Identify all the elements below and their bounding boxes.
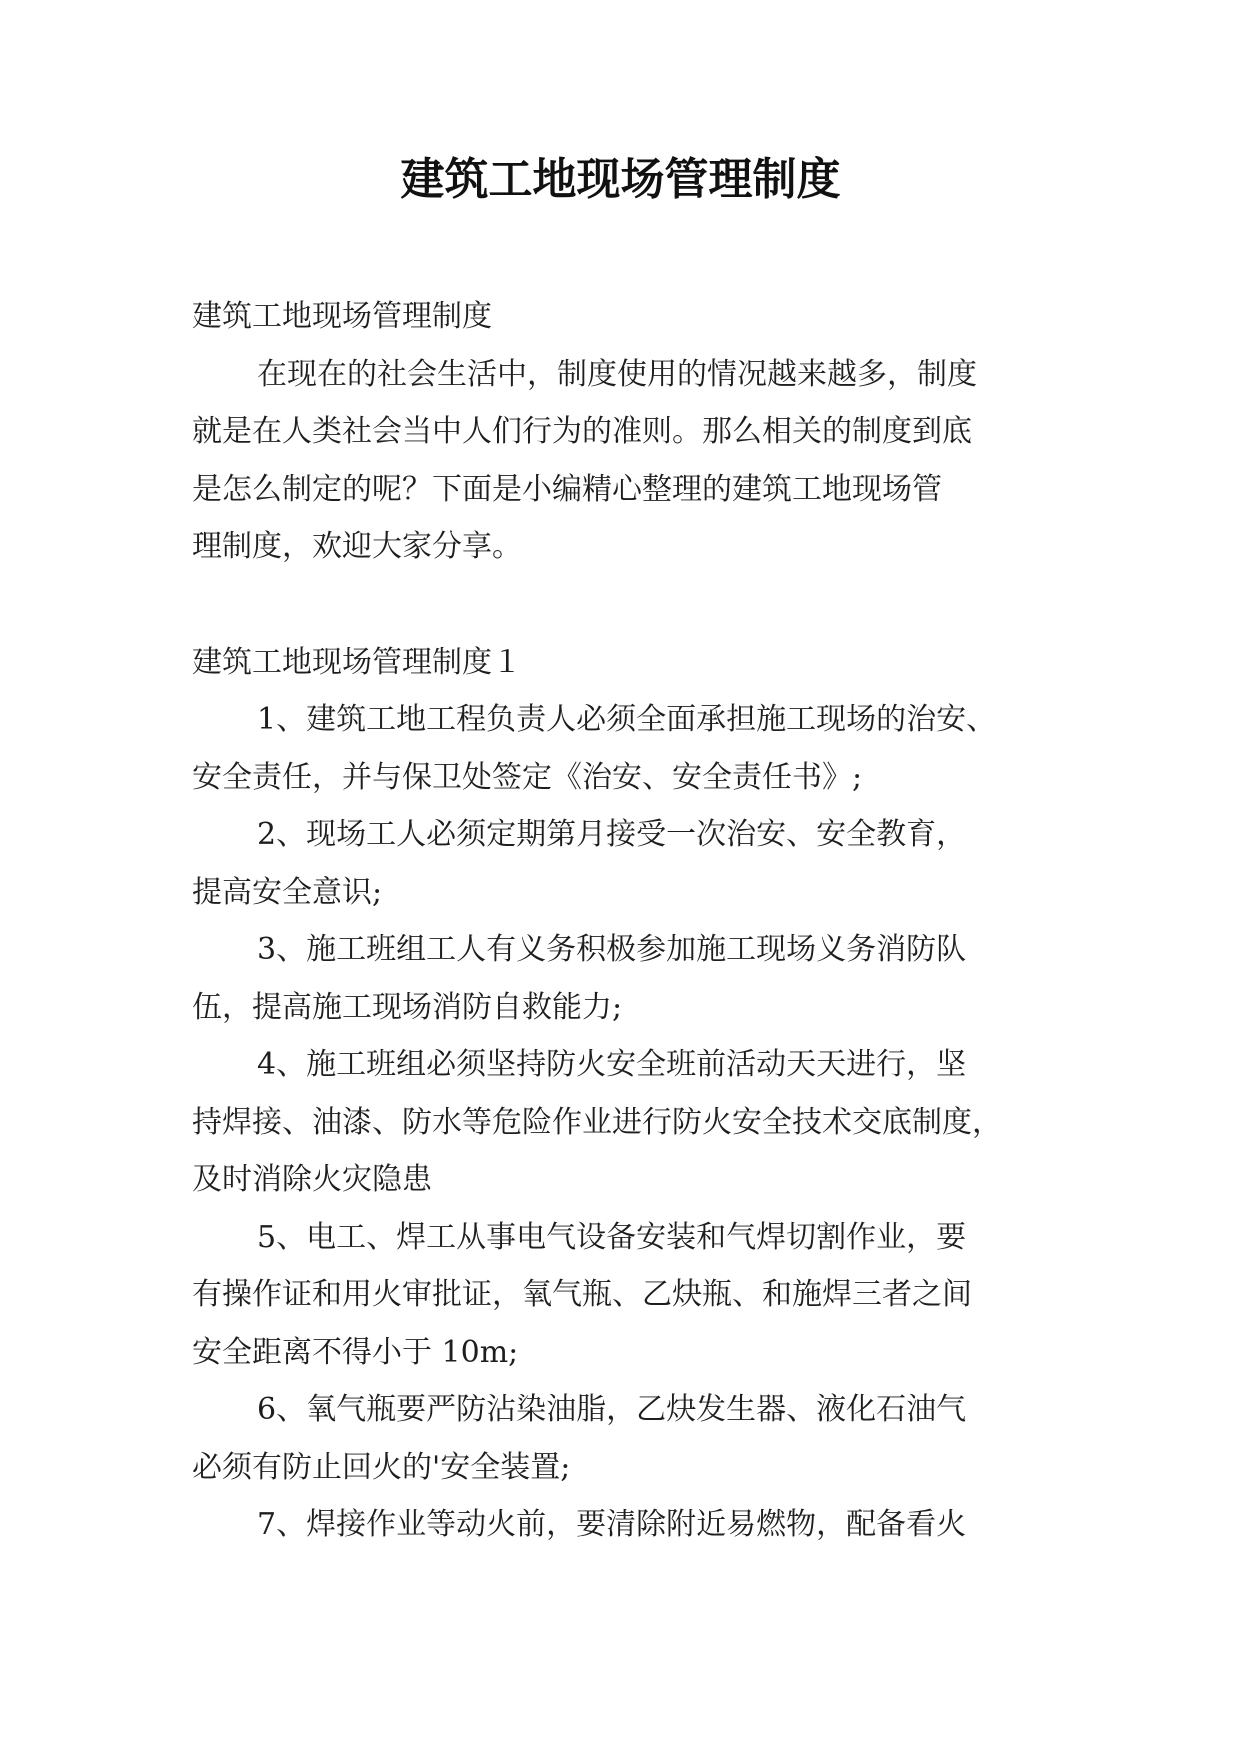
intro-line: 在现在的社会生活中，制度使用的情况越来越多，制度 [257, 356, 977, 392]
item-6-line-1: 6、氧气瓶要严防沾染油脂，乙炔发生器、液化石油气 [257, 1392, 967, 1427]
paragraph-gap [192, 576, 1062, 634]
item-4-line-1: 4、施工班组必须坚持防火安全班前活动天天进行，坚 [257, 1047, 967, 1082]
intro-line: 理制度，欢迎大家分享。 [192, 529, 522, 564]
subtitle: 建筑工地现场管理制度 [192, 299, 492, 334]
item-3-line-1: 3、施工班组工人有义务积极参加施工现场义务消防队 [257, 932, 967, 967]
item-2-line-2: 提高安全意识; [192, 874, 383, 910]
item-4-line-2: 持焊接、油漆、防水等危险作业进行防火安全技术交底制度， [192, 1104, 1002, 1140]
section-heading: 建筑工地现场管理制度１ [192, 644, 522, 680]
intro-line: 是怎么制定的呢？下面是小编精心整理的建筑工地现场管 [192, 471, 942, 507]
document-title: 建筑工地现场管理制度 [400, 154, 841, 205]
item-1-line-2: 安全责任，并与保卫处签定《治安、安全责任书》; [192, 759, 863, 795]
item-7-line-1: 7、焊接作业等动火前，要清除附近易燃物，配备看火 [257, 1507, 967, 1542]
item-4-line-3: 及时消除火灾隐患 [192, 1162, 432, 1197]
item-2-line-1: 2、现场工人必须定期第月接受一次治安、安全教育， [257, 817, 967, 852]
intro-line: 就是在人类社会当中人们行为的准则。那么相关的制度到底 [192, 414, 972, 449]
item-6-line-2: 必须有防止回火的'安全装置; [192, 1449, 571, 1485]
item-3-line-2: 伍，提高施工现场消防自救能力; [192, 989, 623, 1025]
item-5-line-3: 安全距离不得小于 10m; [192, 1334, 519, 1370]
item-1-line-1: 1、建筑工地工程负责人必须全面承担施工现场的治安、 [257, 702, 997, 737]
item-5-line-2: 有操作证和用火审批证，氧气瓶、乙炔瓶、和施焊三者之间 [192, 1277, 972, 1312]
item-5-line-1: 5、电工、焊工从事电气设备安装和气焊切割作业，要 [257, 1219, 967, 1255]
document-body [192, 288, 1062, 1554]
